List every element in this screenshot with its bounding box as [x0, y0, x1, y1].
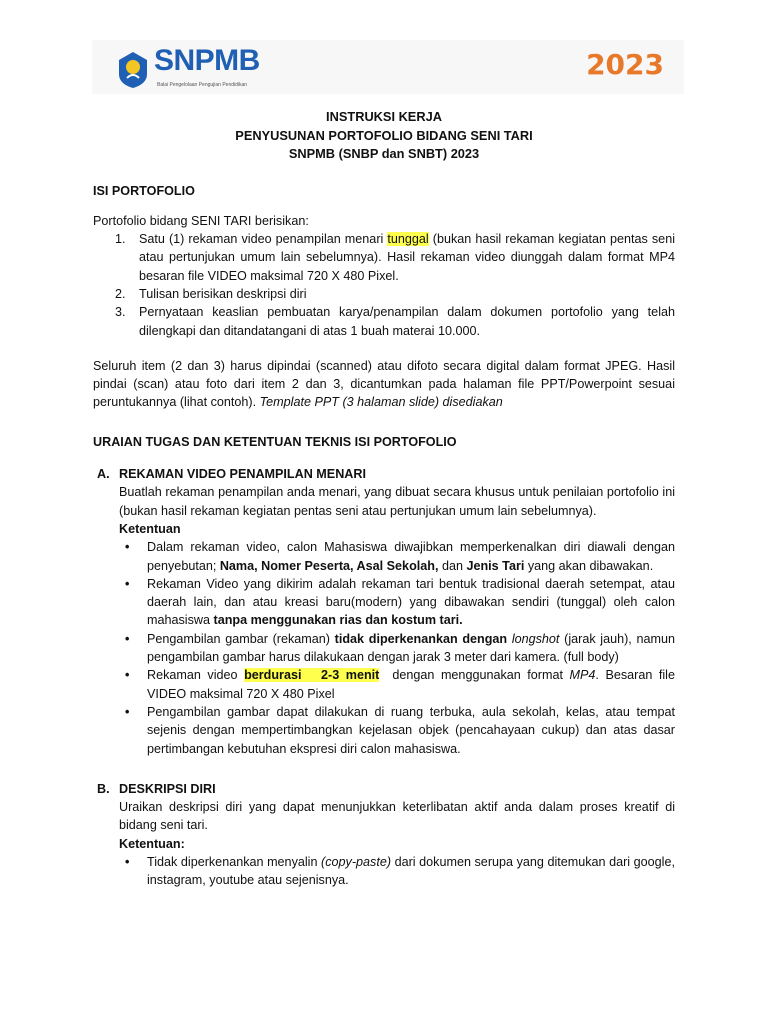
title-line-2: PENYUSUNAN PORTOFOLIO BIDANG SENI TARI	[235, 127, 533, 143]
title-line-1: INSTRUKSI KERJA	[326, 109, 442, 124]
section-b	[93, 780, 675, 890]
section-b-ketentuan: Ketentuan:	[119, 836, 185, 851]
logo-subtitle: Balai Pengelolaan Pengujian Pendidikan	[157, 82, 248, 88]
section-a-bullets	[119, 538, 675, 758]
title-line-3: SNPMB (SNBP dan SNBT) 2023	[288, 146, 480, 161]
section-a	[93, 465, 675, 758]
isi-list	[93, 230, 675, 340]
year-label: 2023	[586, 48, 664, 81]
template-note: Template PPT (3 halaman slide) disediakan	[259, 395, 503, 410]
list-item: 3. Pernyataan keaslian pembuatan karya/penampilan dalam dokumen portofolio yang telah dilengkapi dan ditandatangani di atas 1 buah materai 10.000.	[129, 303, 675, 340]
section-heading-uraian: URAIAN TUGAS DAN KETENTUAN TEKNIS ISI PORTOFOLIO	[93, 434, 457, 449]
isi-intro: Portofolio bidang SENI TARI berisikan:	[93, 213, 309, 228]
uraian-list	[93, 465, 675, 890]
logo-text: SNPMB	[154, 44, 260, 77]
document-body	[93, 108, 675, 890]
document-header	[92, 40, 684, 94]
list-item: 2. Tulisan berisikan deskripsi diri	[129, 285, 675, 303]
section-a-desc: Buatlah rekaman penampilan anda menari, yang dibuat secara khusus untuk penilaian portofolio ini (bukan hasil rekaman kegiatan pentas seni atau pertunjukan umum lain sebelumnya).	[119, 485, 675, 518]
section-heading-isi: ISI PORTOFOLIO	[93, 183, 195, 198]
page-title	[93, 108, 675, 164]
isi-paragraph: Seluruh item (2 dan 3) harus dipindai (scanned) atau difoto secara digital dalam format JPEG. Hasil pindai (scan) atau foto dari item 2 dan 3, dicantumkan pada halaman file PPT/Powerpoint sesuai peruntukannya (lihat contoh). Template PPT (3 halaman slide) disediakan	[93, 358, 675, 410]
section-b-bullets	[119, 853, 675, 890]
highlight-durasi: berdurasi 2-3 menit	[244, 668, 380, 683]
emblem-icon	[116, 50, 150, 90]
letter-b: B.	[97, 781, 110, 796]
list-item: • Rekaman Video yang dikirim adalah rekaman tari bentuk tradisional daerah setempat, atau daerah lain, dan atau kreasi baru(modern) yang dibawakan sendiri (tunggal) oleh calon mahasiswa tanpa menggunakan rias dan kostum tari.	[147, 575, 675, 630]
list-item: 1. Satu (1) rekaman video penampilan menari tunggal (bukan hasil rekaman kegiatan pentas seni atau pertunjukan umum lain sebelumnya). Hasil rekaman video diunggah dalam format MP4 besaran file VIDEO maksimal 720 X 480 Pixel.	[129, 230, 675, 285]
list-item: • Tidak diperkenankan menyalin (copy-paste) dari dokumen serupa yang ditemukan dari google, instagram, youtube atau sejenisnya.	[147, 853, 675, 890]
list-item: • Pengambilan gambar dapat dilakukan di ruang terbuka, aula sekolah, kelas, atau tempat sejenis dengan mempertimbangkan kejelasan objek (pencahayaan cukup) dan atas dasar pertimbangan kebutuhan ekspresi diri calon mahasiswa.	[147, 703, 675, 758]
section-b-title: DESKRIPSI DIRI	[119, 781, 216, 796]
section-a-ketentuan: Ketentuan	[119, 521, 181, 536]
list-item: • Rekaman video berdurasi 2-3 menit dengan menggunakan format MP4. Besaran file VIDEO maksimal 720 X 480 Pixel	[147, 666, 675, 703]
highlight-tunggal: tunggal	[387, 232, 429, 247]
section-a-title: REKAMAN VIDEO PENAMPILAN MENARI	[119, 467, 366, 482]
snpmb-logo	[116, 46, 266, 92]
list-item: • Pengambilan gambar (rekaman) tidak diperkenankan dengan longshot (jarak jauh), namun pengambilan gambar harus dilakukaan dengan jarak 3 meter dari kamera. (full body)	[147, 630, 675, 667]
letter-a: A.	[97, 467, 110, 482]
list-item: • Dalam rekaman video, calon Mahasiswa diwajibkan memperkenalkan diri diawali dengan penyebutan; Nama, Nomer Peserta, Asal Sekolah, dan Jenis Tari yang akan dibawakan.	[147, 538, 675, 575]
section-b-desc: Uraikan deskripsi diri yang dapat menunjukkan keterlibatan aktif anda dalam proses kreatif di bidang seni tari.	[119, 800, 675, 833]
